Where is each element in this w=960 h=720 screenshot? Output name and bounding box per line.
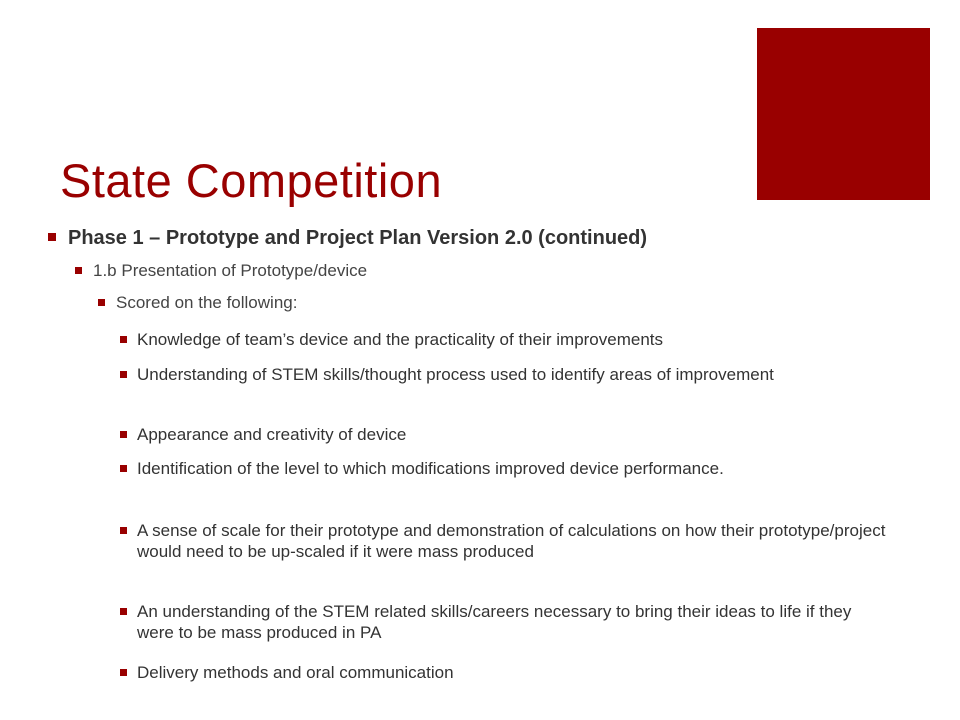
bullet-identification xyxy=(120,458,890,479)
bullet-text: Understanding of STEM skills/thought process used to identify areas of improvement xyxy=(137,365,774,384)
square-bullet-icon xyxy=(120,527,127,534)
square-bullet-icon xyxy=(120,371,127,378)
bullet-text: Delivery methods and oral communication xyxy=(137,663,454,682)
bullet-knowledge xyxy=(120,329,890,350)
bullet-appearance xyxy=(120,424,890,445)
bullet-text: Phase 1 – Prototype and Project Plan Version 2.0 (continued) xyxy=(68,227,648,249)
square-bullet-icon xyxy=(120,669,127,676)
bullet-text: Knowledge of team’s device and the practicality of their improvements xyxy=(137,330,664,349)
bullet-text: Scored on the following: xyxy=(116,293,298,312)
bullet-text: Identification of the level to which modifications improved device performance. xyxy=(137,459,724,478)
square-bullet-icon xyxy=(98,299,105,306)
square-bullet-icon xyxy=(120,465,127,472)
slide-title: State Competition xyxy=(60,154,443,207)
bullet-understanding xyxy=(120,364,890,385)
bullet-text: An understanding of the STEM related skills/careers necessary to bring their ideas to life if they were to be mass produced in PA xyxy=(137,602,852,642)
bullet-text: 1.b Presentation of Prototype/device xyxy=(93,261,368,280)
bullet-sense-of-scale xyxy=(120,520,890,562)
square-bullet-icon xyxy=(120,431,127,438)
bullet-delivery xyxy=(120,662,890,683)
square-bullet-icon xyxy=(120,608,127,615)
square-bullet-icon xyxy=(75,267,82,274)
bullet-presentation xyxy=(75,260,925,282)
bullet-text: A sense of scale for their prototype and demonstration of calculations on how their prototype/project would need to be up-scaled if it were mass produced xyxy=(137,521,886,561)
bullet-text: Appearance and creativity of device xyxy=(137,425,407,444)
bullet-phase-1 xyxy=(48,225,928,251)
square-bullet-icon xyxy=(120,336,127,343)
bullet-stem-careers xyxy=(120,601,890,643)
bullet-scored-on xyxy=(98,292,928,314)
square-bullet-icon xyxy=(48,233,56,241)
